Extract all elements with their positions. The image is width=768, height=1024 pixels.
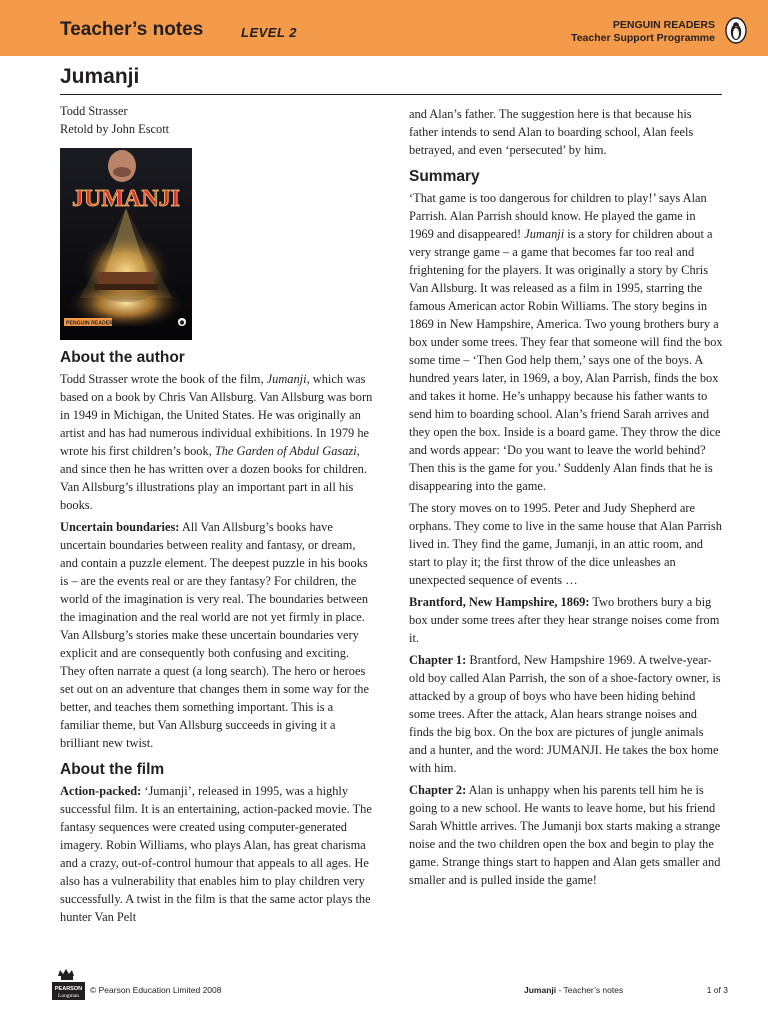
cover-imprint: PENGUIN READERS [66,320,117,327]
summary-paragraph-1: ‘That game is too dangerous for children to play!’ says Alan Parrish. Alan Parrish should know. He played the game in 1969 and disappeared! Jumanji is a story for children about a very strange game – a game that becomes far too real and frightening for the players. It was originally a story by Chris Van Allsburg. It was released as a film in 1995, starring the famous American actor Robin Williams. The story begins in 1869 in New Hampshire, America. Two young brothers bury a box under some trees. They fear that someone will find the box some time – ‘Then God help them,’ says one of the boys. A hundred years later, in 1969, a boy, Alan Parrish, finds the box and takes it home. He’s unhappy because his father wants to send him to boarding school. Alan’s friend Sarah arrives and they open the box. Inside is a board game. They throw the dice and words appear: ‘Do you want to leave the world behind? Then this is the game for you.’ Suddenly Alan finds that he is disappearing into the game. [409,191,723,493]
film-paragraph: Action-packed: ‘Jumanji’, released in 1995, was a highly successful film. It is an entertaining, action-packed movie. The fantasy sequences were created using computer-generated imagery. Robin Williams, who plays Alan, has great charisma and a crazy, out-of-control humour that appeals to all ages. He also has a vulnerability that enables him to play children very successfully. A twist in the film is that the same actor plays the hunter Van Pelt [60,784,372,924]
chapter-prologue: Brantford, New Hampshire, 1869: Two brothers bury a big box under some trees after they hear strange noises come from it. [409,595,720,645]
author-line: Todd Strasser [60,104,128,118]
pearson-longman-logo-icon [52,968,85,1000]
page-title: Jumanji [60,65,140,88]
summary-paragraph-2: The story moves on to 1995. Peter and Judy Shepherd are orphans. They come to live in the same house that Alan Parrish lived in. They find the game, Jumanji, in an attic room, and start to play it; the first throw of the dice unleashes an unexpected sequence of events … [409,501,722,587]
copyright-text: © Pearson Education Limited 2008 [90,985,222,995]
chapter-2: Chapter 2: Alan is unhappy when his parents tell him he is going to a new school. He wants to leave home, but his friend Sarah Whittle arrives. The Jumanji box starts making a strange noise and the two children open the box and begin to play the game. Strange things start to happen and Alan gets smaller and smaller and is pulled inside the game! [409,783,721,887]
cover-title: JUMANJI [72,186,180,212]
chapter-1: Chapter 1: Brantford, New Hampshire 1969. A twelve-year-old boy called Alan Parrish, the son of a shoe-factory owner, is attacked by a group of boys who have been hiding behind some trees. After the attack, Alan hears strange noises and finds the big box. On the box are pictures of jungle animals and a hunter, and the word: JUMANJI. He takes the box home with him. [409,653,721,775]
author-paragraph: Todd Strasser wrote the book of the film, Jumanji, which was based on a book by Chris Van Allsburg. Van Allsburg was born in 1949 in Michigan, the United States. He was originally an artist and has had numerous individual exhibitions. In 1979 he wrote his first children’s book, The Garden of Abdul Gasazi, and since then he has written over a dozen books for children. Van Allsburg’s illustrations play an important part in all his books. [60,372,373,512]
footer [0,968,768,1024]
series-name: PENGUIN READERS [612,19,715,31]
penguin-logo-icon [725,17,747,44]
left-column [60,102,374,930]
heading-summary: Summary [409,168,480,185]
header-programme [571,19,715,45]
book-cover-image [60,148,192,340]
uncertain-boundaries-paragraph: Uncertain boundaries: All Van Allsburg’s books have uncertain boundaries between reality and fantasy, or dream, and contain a puzzle element. The deepest puzzle in his books is – are the events real or are they fantasy? For children, the world of the imagination is very real. The boundaries between the imagination and the real world are not yet firmly in place. Van Allsburg’s stories make these uncertain boundaries very explicit and are consequently both confusing and exciting. They often narrate a quest (a long search). The hero or heroes set out on an adventure that changes them in some way for the better, and teaches them something important. This is a familiar theme, but Van Allsburg succeeds in giving it a brilliant new twist. [60,520,369,750]
page-number: 1 of 3 [706,985,728,995]
film-paragraph-continued: and Alan’s father. The suggestion here is that because his father intends to send Alan to boarding school, Alan feels betrayed, and even ‘persecuted’ by him. [409,107,694,157]
footer-title: Jumanji - Teacher’s notes [524,985,624,995]
heading-about-author: About the author [60,349,185,366]
svg-text:Longman: Longman [57,993,80,999]
header-bar [0,0,768,56]
svg-text:PEARSON: PEARSON [54,986,83,992]
header-title: Teacher’s notes [60,19,204,40]
header-level: LEVEL 2 [241,25,298,40]
title-rule [60,94,722,95]
retold-line: Retold by John Escott [60,122,170,136]
programme-name: Teacher Support Programme [571,32,715,44]
right-column [409,105,723,893]
heading-about-film: About the film [60,761,165,778]
